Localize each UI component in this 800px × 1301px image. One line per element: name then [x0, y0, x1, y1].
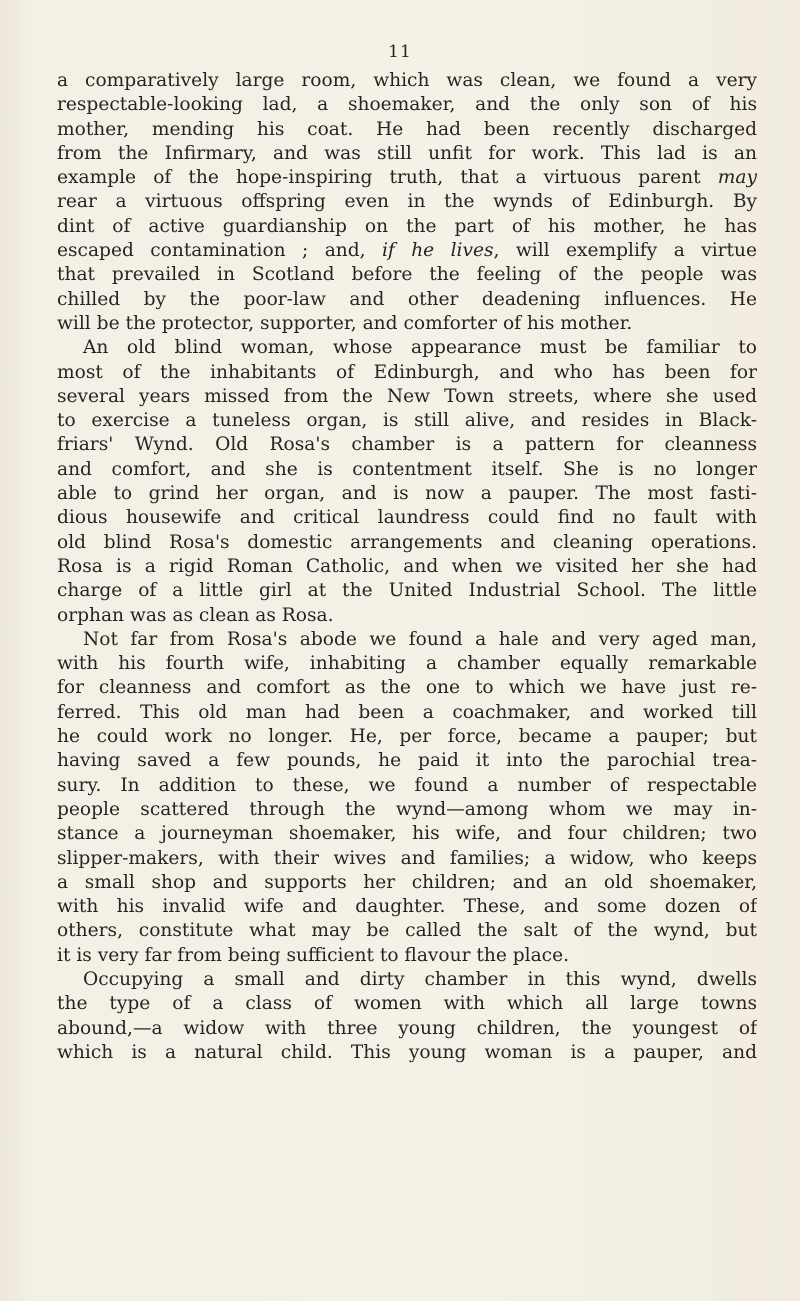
text-line [57, 336, 757, 360]
line-text: stance a journeyman shoemaker, his wife, and four children; two [57, 823, 757, 845]
text-line [57, 409, 757, 433]
text-line [57, 531, 757, 555]
line-text: a small shop and supports her children; and an old shoemaker, [57, 871, 757, 893]
line-text: escaped contamination ; and, [57, 240, 382, 262]
italic-text: if he lives [381, 240, 494, 262]
text-line [57, 312, 757, 336]
text-line [57, 1041, 757, 1065]
line-text: abound,—a widow with three young children, the youngest of [57, 1017, 757, 1039]
line-text: Occupying a small and dirty chamber in this wynd, dwells [83, 968, 757, 990]
italic-text: may [717, 167, 757, 189]
line-text: charge of a little girl at the United Industrial School. The little [57, 580, 757, 602]
body-text [57, 69, 757, 1065]
text-line [57, 822, 757, 846]
line-text: most of the inhabitants of Edinburgh, and who has been for [57, 361, 757, 383]
text-line [57, 142, 757, 166]
line-text: with his invalid wife and daughter. These, and some dozen of [57, 896, 757, 918]
line-text: will be the protector, supporter, and comforter of his mother. [57, 312, 633, 334]
line-text: dint of active guardianship on the part of his mother, he has [57, 215, 757, 237]
text-line [57, 725, 757, 749]
line-text: dious housewife and critical laundress could find no fault with [57, 507, 757, 529]
line-text: for cleanness and comfort as the one to which we have just re- [57, 677, 757, 699]
line-text: with his fourth wife, inhabiting a chamber equally remarkable [57, 653, 757, 675]
text-line [57, 628, 757, 652]
line-text: to exercise a tuneless organ, is still alive, and resides in Black- [57, 410, 757, 432]
text-line [57, 118, 757, 142]
text-line [57, 701, 757, 725]
line-text: he could work no longer. He, per force, became a pauper; but [57, 726, 757, 748]
line-text: Rosa is a rigid Roman Catholic, and when we visited her she had [57, 555, 757, 577]
text-line [57, 895, 757, 919]
text-line [57, 361, 757, 385]
line-text: others, constitute what may be called the salt of the wynd, but [57, 920, 757, 942]
text-line [57, 93, 757, 117]
text-line [57, 798, 757, 822]
page-number: 11 [388, 42, 412, 62]
line-text: a comparatively large room, which was clean, we found a very [57, 70, 757, 91]
line-text: example of the hope-inspiring truth, that a virtuous parent [57, 167, 718, 189]
text-line [57, 992, 757, 1016]
text-line [57, 458, 757, 482]
text-line [57, 1017, 757, 1041]
line-text: Not far from Rosa's abode we found a hale and very aged man, [83, 628, 757, 650]
text-line [57, 239, 757, 263]
line-text: several years missed from the New Town streets, where she used [57, 385, 757, 407]
line-text: orphan was as clean as Rosa. [57, 604, 334, 626]
text-line [57, 69, 757, 93]
text-line [57, 190, 757, 214]
line-text: the type of a class of women with which all large towns [57, 993, 757, 1015]
text-line [57, 968, 757, 992]
line-text: chilled by the poor-law and other deadening influences. He [57, 288, 757, 310]
text-line [57, 482, 757, 506]
text-line [57, 944, 757, 968]
line-text: ferred. This old man had been a coachmaker, and worked till [57, 701, 757, 723]
line-text: it is very far from being sufficient to flavour the place. [57, 944, 570, 966]
text-line [57, 288, 757, 312]
line-text: slipper-makers, with their wives and families; a widow, who keeps [57, 847, 757, 869]
line-text: friars' Wynd. Old Rosa's chamber is a pattern for cleanness [57, 434, 757, 456]
line-text: old blind Rosa's domestic arrangements and cleaning operations. [57, 531, 757, 553]
text-line [57, 676, 757, 700]
text-line [57, 652, 757, 676]
line-text: able to grind her organ, and is now a pauper. The most fasti- [57, 483, 757, 505]
line-text: mother, mending his coat. He had been recently discharged [57, 118, 757, 140]
line-text: that prevailed in Scotland before the feeling of the people was [57, 264, 757, 286]
text-line [57, 847, 757, 871]
text-line [57, 263, 757, 287]
text-line [57, 166, 757, 190]
line-text: rear a virtuous offspring even in the wynds of Edinburgh. By [57, 191, 757, 213]
line-text: respectable-looking lad, a shoemaker, and the only son of his [57, 94, 757, 116]
line-text-continued: , will exemplify a virtue [493, 240, 757, 262]
line-text: people scattered through the wynd—among whom we may in- [57, 798, 757, 820]
text-line [57, 385, 757, 409]
text-line [57, 506, 757, 530]
text-line [57, 871, 757, 895]
line-text: which is a natural child. This young woman is a pauper, and [57, 1041, 757, 1063]
line-text: from the Infirmary, and was still unfit for work. This lad is an [57, 142, 757, 164]
text-line [57, 215, 757, 239]
line-text: sury. In addition to these, we found a number of respectable [57, 774, 757, 796]
text-line [57, 774, 757, 798]
text-line [57, 579, 757, 603]
line-text: and comfort, and she is contentment itself. She is no longer [57, 458, 757, 480]
line-text: having saved a few pounds, he paid it into the parochial trea- [57, 750, 757, 772]
text-line [57, 919, 757, 943]
line-text: An old blind woman, whose appearance must be familiar to [83, 337, 757, 359]
text-line [57, 749, 757, 773]
text-line [57, 604, 757, 628]
text-line [57, 555, 757, 579]
text-line [57, 433, 757, 457]
